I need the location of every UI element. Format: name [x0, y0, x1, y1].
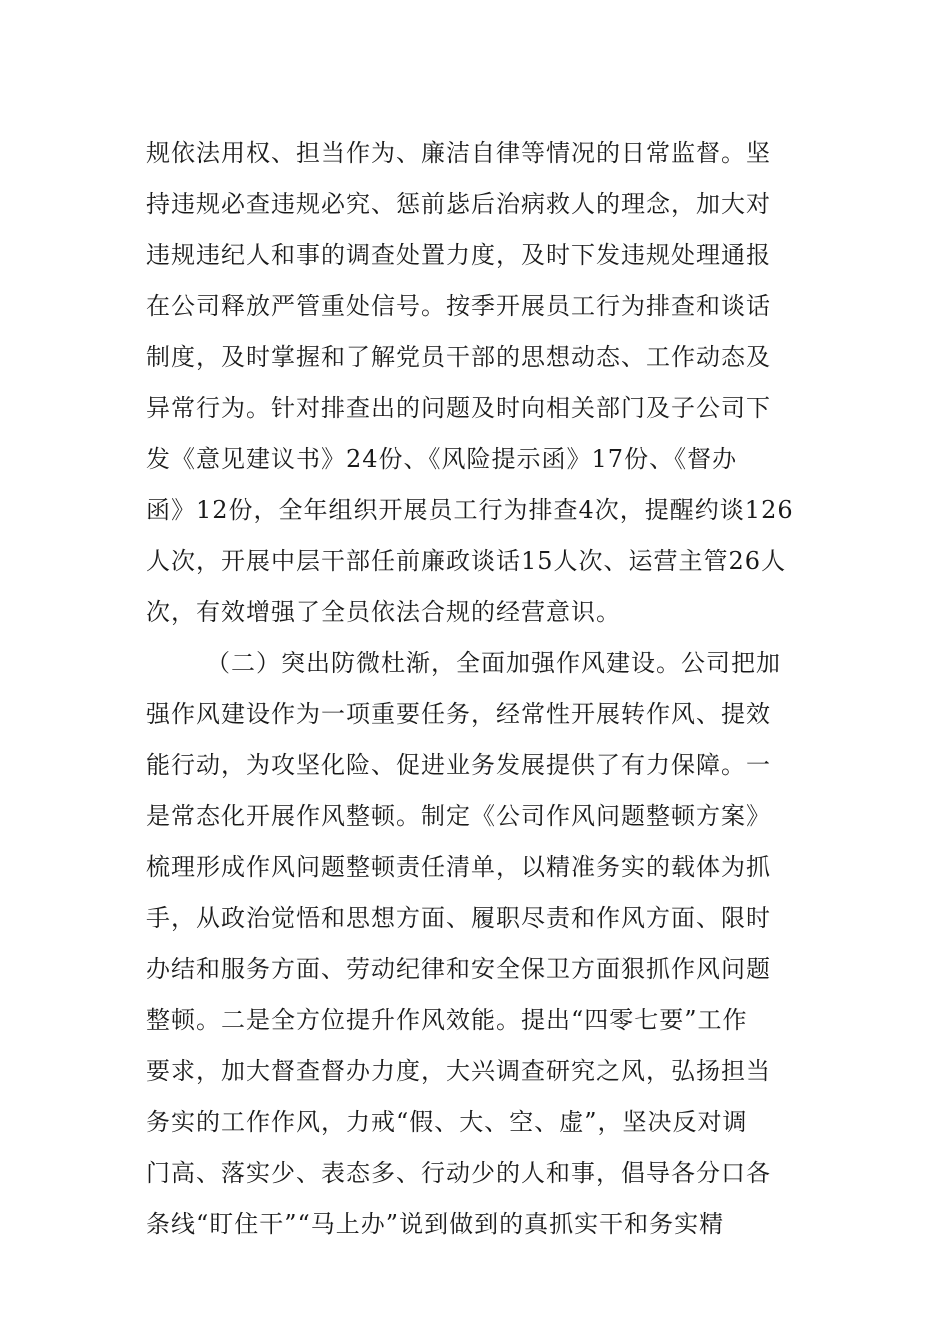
text-line: 制度，及时掌握和了解党员干部的思想动态、工作动态及	[146, 343, 771, 371]
text-line: 能行动，为攻坚化险、促进业务发展提供了有力保障。一	[146, 751, 771, 779]
text-line: 手，从政治觉悟和思想方面、履职尽责和作风方面、限时	[146, 904, 771, 932]
text-line: 整顿。二是全方位提升作风效能。提出“四零七要”工作	[146, 1006, 748, 1034]
text-line: 异常行为。针对排查出的问题及时向相关部门及子公司下	[146, 394, 771, 422]
text-line: 是常态化开展作风整顿。制定《公司作风问题整顿方案》	[146, 802, 771, 830]
section-heading-line: （二）突出防微杜渐，全面加强作风建设。公司把加	[206, 649, 781, 677]
text-line: 条线“盯住干”“马上办”说到做到的真抓实干和务实精	[146, 1210, 725, 1238]
body-text	[146, 128, 806, 1250]
text-line: 规依法用权、担当作为、廉洁自律等情况的日常监督。坚	[146, 139, 771, 167]
text-line: 要求，加大督查督办力度，大兴调查研究之风，弘扬担当	[146, 1057, 771, 1085]
text-line: 次，有效增强了全员依法合规的经营意识。	[146, 598, 621, 626]
text-line: 门高、落实少、表态多、行动少的人和事，倡导各分口各	[146, 1159, 771, 1187]
text-line: 发《意见建议书》24份、《风险提示函》17份、《督办	[146, 445, 738, 473]
text-line: 在公司释放严管重处信号。按季开展员工行为排查和谈话	[146, 292, 771, 320]
text-line: 持违规必查违规必究、惩前毖后治病救人的理念，加大对	[146, 190, 771, 218]
text-line: 违规违纪人和事的调查处置力度，及时下发违规处理通报	[146, 241, 771, 269]
text-line: 函》12份，全年组织开展员工行为排查4次，提醒约谈126	[146, 496, 794, 524]
text-line: 办结和服务方面、劳动纪律和安全保卫方面狠抓作风问题	[146, 955, 771, 983]
text-line: 梳理形成作风问题整顿责任清单，以精准务实的载体为抓	[146, 853, 771, 881]
text-line: 强作风建设作为一项重要任务，经常性开展转作风、提效	[146, 700, 771, 728]
text-line: 人次，开展中层干部任前廉政谈话15人次、运营主管26人	[146, 547, 787, 575]
text-line: 务实的工作作风，力戒“假、大、空、虚”，坚决反对调	[146, 1108, 748, 1136]
